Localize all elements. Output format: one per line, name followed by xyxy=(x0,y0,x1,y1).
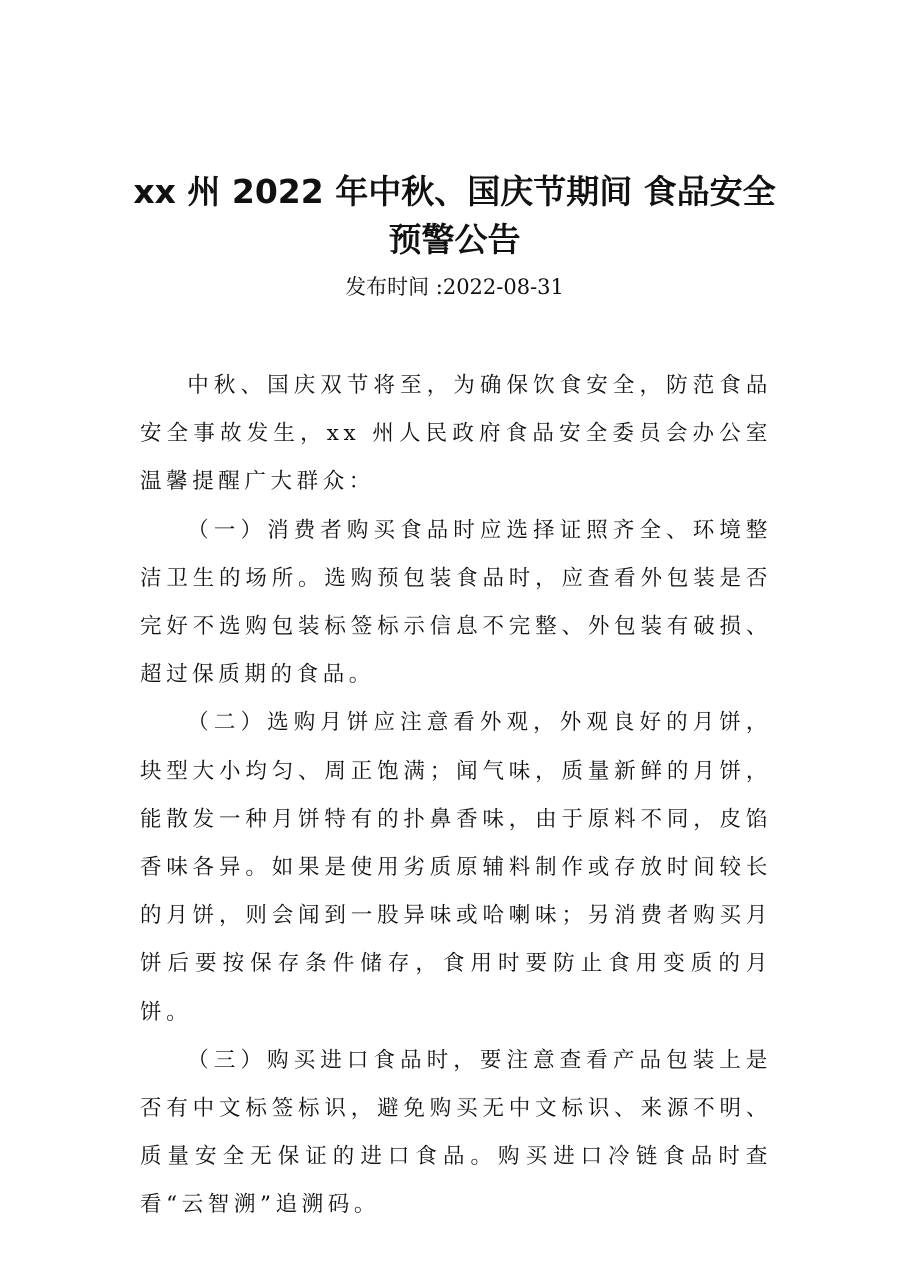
paragraph-intro: 中秋、国庆双节将至，为确保饮食安全，防范食品安全事故发生，xx 州人民政府食品安全委员会办公室温馨提醒广大群众： xyxy=(140,373,772,495)
document-title-line-1: xx 州 2022 年中秋、国庆节期间 食品安全 xyxy=(133,172,776,211)
document-title-line-2: 预警公告 xyxy=(388,220,521,259)
publish-time: 发布时间 :2022-08-31 xyxy=(345,275,564,299)
paragraph-item-3: （三）购买进口食品时，要注意查看产品包装上是否有中文标签标识，避免购买无中文标识、来源不明、质量安全无保证的进口食品。购买进口冷链食品时查看“云智溯”追溯码。 xyxy=(140,1047,772,1218)
paragraph-item-1: （一）消费者购买食品时应选择证照齐全、环境整洁卫生的场所。选购预包装食品时，应查看外包装是否完好不选购包装标签标示信息不完整、外包装有破损、超过保质期的食品。 xyxy=(140,517,772,688)
document-body xyxy=(140,362,772,1230)
paragraph-item-2: （二）选购月饼应注意看外观，外观良好的月饼，块型大小均匀、周正饱满；闻气味，质量新鲜的月饼，能散发一种月饼特有的扑鼻香味，由于原料不同，皮馅香味各异。如果是使用劣质原辅料制作或存放时间较长的月饼，则会闻到一股异味或哈喇味；另消费者购买月饼后要按保存条件储存，食用时要防止食用变质的月饼。 xyxy=(140,710,772,1025)
